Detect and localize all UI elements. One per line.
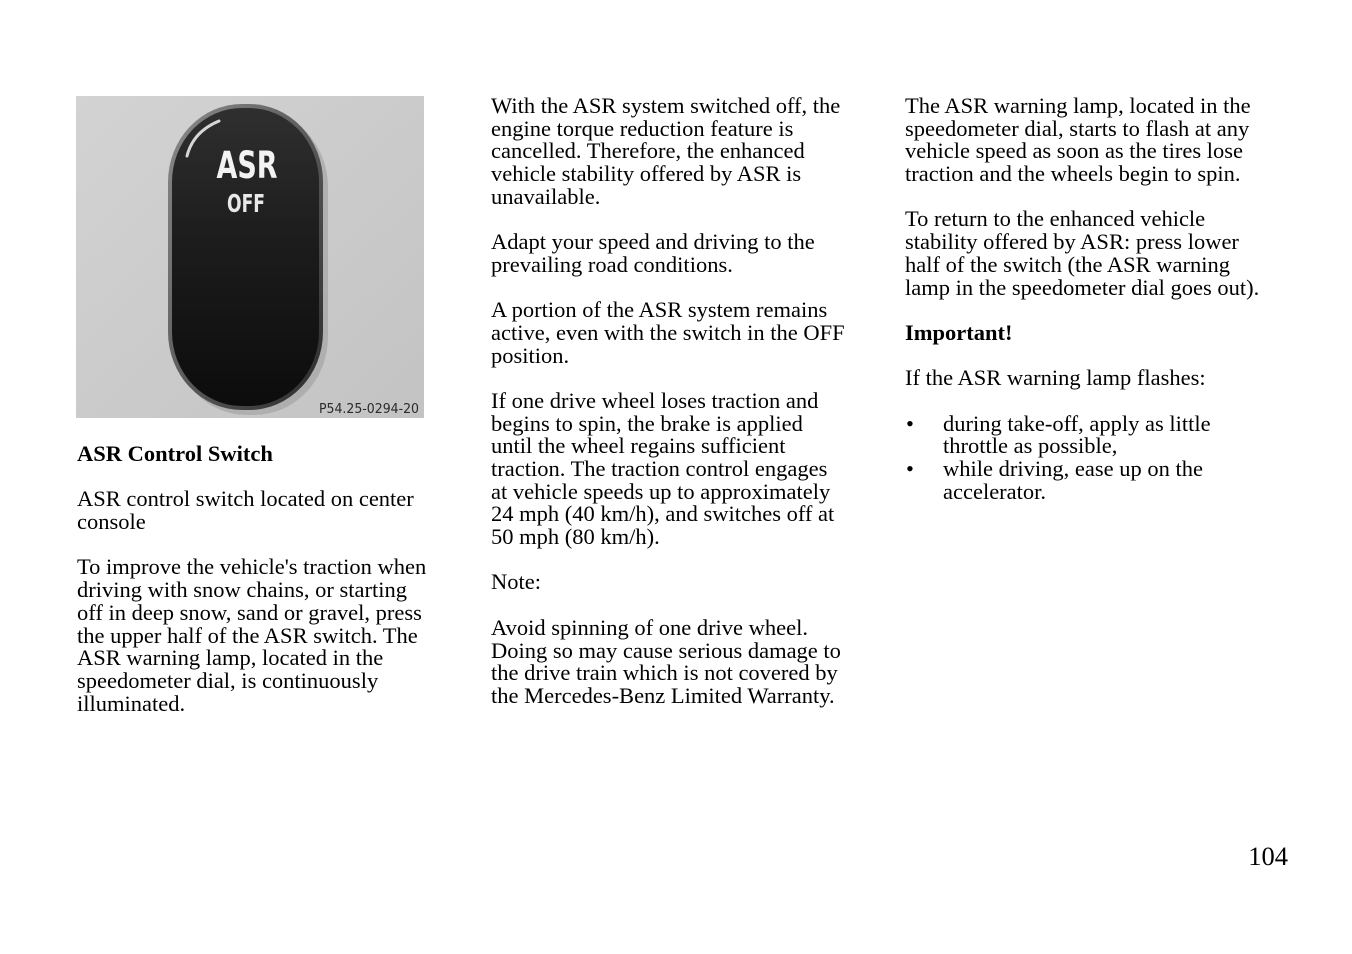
asr-switch-figure (76, 96, 424, 418)
text-line: speedometer dial, starts to flash at any (905, 115, 1250, 141)
text-line: until the wheel regains sufficient (491, 433, 786, 459)
paragraph (905, 208, 1285, 299)
text-line: Avoid spinning of one drive wheel. (491, 614, 809, 640)
text-line: the Mercedes-Benz Limited Warranty. (491, 682, 835, 708)
text-line: • while driving, ease up on the (943, 456, 1203, 481)
asr-switch-photo (76, 96, 424, 418)
text-line: ASR control switch located on center (77, 486, 414, 512)
text-line: throttle as possible, (943, 433, 1118, 459)
text-line: console (77, 509, 146, 535)
bullet-item (905, 410, 1285, 459)
text-line: ASR warning lamp, located in the (77, 645, 384, 671)
text-line: vehicle speed as soon as the tires lose (905, 138, 1244, 164)
switch-label-off: OFF (227, 189, 265, 218)
bullet-list (905, 410, 1285, 504)
text-line: vehicle stability offered by ASR is (491, 161, 802, 187)
text-line: traction and the wheels begin to spin. (905, 161, 1241, 187)
text-line: the upper half of the ASR switch. The (77, 622, 418, 648)
text-line: traction. The traction control engages (491, 456, 828, 481)
text-line: unavailable. (491, 183, 601, 209)
text-line: prevailing road conditions. (491, 251, 733, 277)
page-number: 104 (1248, 841, 1288, 871)
note-label (491, 571, 871, 594)
text-line: With the ASR system switched off, the (491, 93, 841, 118)
paragraph (491, 95, 871, 208)
text-line: speedometer dial, is continuously (77, 667, 379, 693)
column-2 (491, 95, 871, 730)
text-line: 24 mph (40 km/h), and switches off at (491, 501, 835, 527)
text-line: half of the switch (the ASR warning (905, 251, 1230, 277)
text-line: lamp in the speedometer dial goes out). (905, 274, 1260, 300)
switch-label-asr: ASR (216, 144, 278, 187)
paragraph (905, 367, 1285, 390)
column-3 (905, 95, 1285, 503)
text-line: cancelled. Therefore, the enhanced (491, 138, 805, 164)
text-line: Note: (491, 569, 541, 595)
text-line: driving with snow chains, or starting (77, 577, 407, 603)
text-line: accelerator. (943, 478, 1047, 504)
text-line: engine torque reduction feature is (491, 115, 794, 141)
text-line: If one drive wheel loses traction and (491, 387, 819, 413)
text-line: begins to spin, the brake is applied (491, 410, 803, 436)
text-line: stability offered by ASR: press lower (905, 229, 1239, 255)
text-line: off in deep snow, sand or gravel, press (77, 599, 422, 625)
paragraph (905, 95, 1285, 186)
text-line: • during take-off, apply as little (943, 410, 1211, 436)
paragraph (491, 387, 871, 550)
text-line: illuminated. (77, 690, 186, 716)
text-line: To return to the enhanced vehicle (905, 206, 1206, 232)
text-line: the drive train which is not covered by (491, 660, 838, 686)
important-heading: Important! (905, 319, 1013, 345)
text-line: If the ASR warning lamp flashes: (905, 365, 1206, 391)
section-heading: ASR Control Switch (77, 441, 273, 466)
text-line: at vehicle speeds up to approximately (491, 478, 831, 504)
text-line: 50 mph (80 km/h). (491, 524, 660, 550)
paragraph (491, 614, 871, 708)
paragraph (491, 299, 871, 367)
text-line: To improve the vehicle's traction when (77, 554, 427, 580)
figure-reference-code: P54.25-0294-20 (319, 402, 419, 417)
paragraph (77, 556, 457, 715)
column-1 (77, 443, 457, 738)
text-line: Adapt your speed and driving to the (491, 229, 815, 255)
text-line: The ASR warning lamp, located in the (905, 93, 1251, 118)
bullet-item (905, 458, 1285, 503)
text-line: active, even with the switch in the OFF (491, 319, 845, 345)
paragraph (77, 488, 457, 533)
text-line: Doing so may cause serious damage to (491, 637, 841, 663)
text-line: A portion of the ASR system remains (491, 297, 828, 323)
text-line: position. (491, 342, 570, 368)
paragraph (491, 231, 871, 276)
